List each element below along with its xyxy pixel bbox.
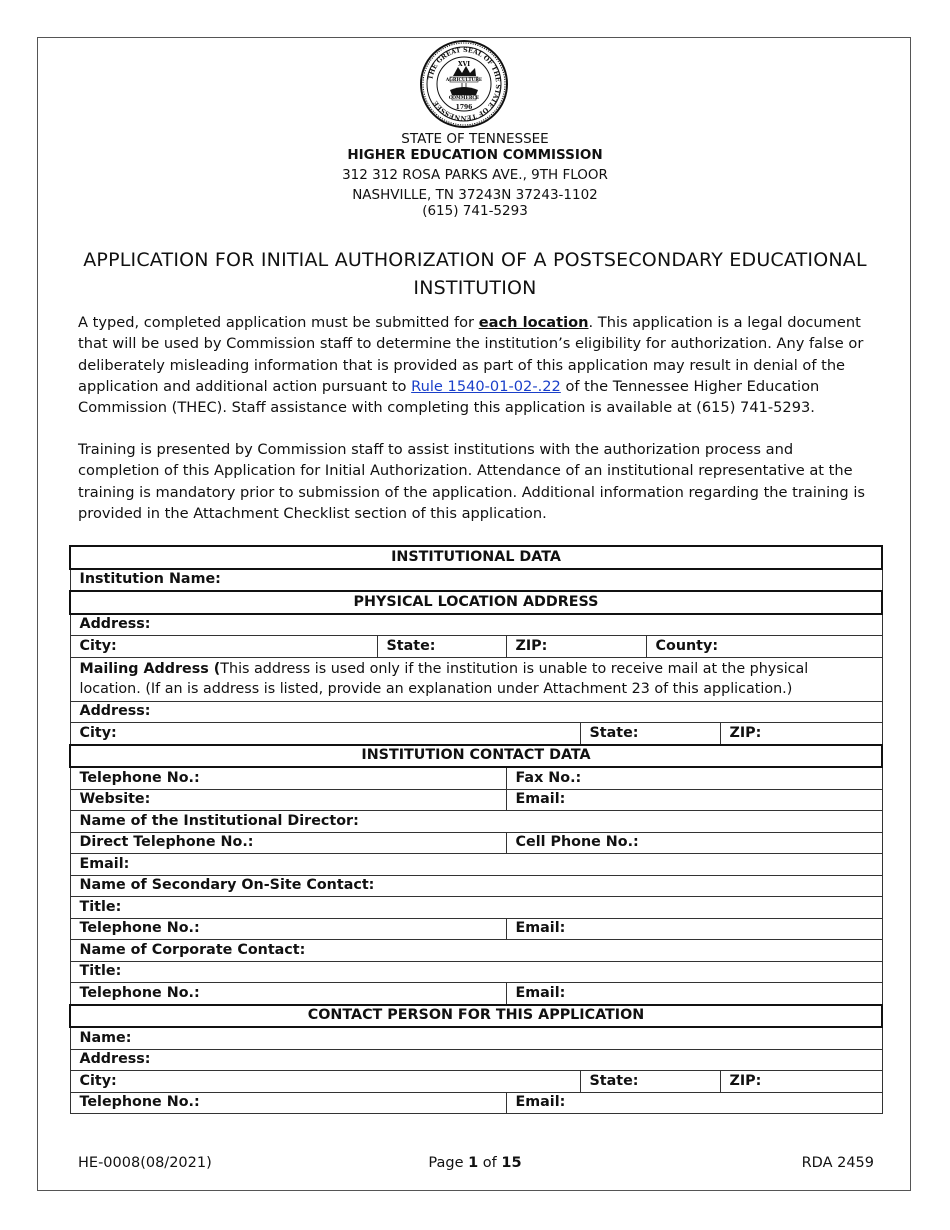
section-institution-contact: INSTITUTION CONTACT DATA	[70, 745, 882, 768]
secondary-contact-email-field[interactable]: Email:	[506, 918, 882, 940]
corporate-contact-email-field[interactable]: Email:	[506, 983, 882, 1005]
app-contact-city-field[interactable]: City:	[70, 1071, 580, 1093]
physical-state-field[interactable]: State:	[377, 636, 506, 658]
tennessee-state-seal	[418, 40, 510, 128]
corporate-contact-name-field[interactable]: Name of Corporate Contact:	[70, 940, 882, 962]
institution-fax-field[interactable]: Fax No.:	[506, 767, 882, 789]
app-contact-telephone-field[interactable]: Telephone No.:	[70, 1092, 506, 1114]
svg-text:1796: 1796	[455, 104, 473, 111]
header-phone: (615) 741-5293	[422, 203, 528, 219]
institution-telephone-field[interactable]: Telephone No.:	[70, 767, 506, 789]
page-title: APPLICATION FOR INITIAL AUTHORIZATION OF A POSTSECONDARY EDUCATIONAL INSTITUTION	[83, 249, 867, 299]
rda-code: RDA 2459	[801, 1155, 874, 1171]
svg-text:COMMERCE: COMMERCE	[448, 96, 480, 101]
application-form	[69, 545, 883, 1114]
mailing-address-field[interactable]: Address:	[70, 701, 882, 723]
header-address-line2: NASHVILLE, TN 37243N 37243-1102	[352, 187, 598, 203]
mailing-zip-field[interactable]: ZIP:	[720, 723, 882, 745]
physical-address-field[interactable]: Address:	[70, 614, 882, 636]
institution-name-field[interactable]: Institution Name:	[70, 569, 882, 592]
section-physical-location: PHYSICAL LOCATION ADDRESS	[70, 591, 882, 614]
svg-text:XVI: XVI	[457, 61, 471, 68]
secondary-contact-name-field[interactable]: Name of Secondary On-Site Contact:	[70, 875, 882, 897]
physical-county-field[interactable]: County:	[646, 636, 882, 658]
each-location-emphasis: each location	[478, 314, 589, 331]
intro-paragraph-1: A typed, completed application must be submitted for each location. This application is a legal document that will be used by Commission staff to determine the institution’s eligibility for authorization. Any false or deliberately misleading information that is provided as part of this application may result in denial of the application and additional action pursuant to Rule 1540-01-02-.22 of the Tennessee Higher Education Commission (THEC). Staff assistance with completing this application is available at (615) 741-5293.	[78, 314, 864, 417]
header-agency: HIGHER EDUCATION COMMISSION	[347, 147, 603, 163]
app-contact-address-field[interactable]: Address:	[70, 1049, 882, 1071]
app-contact-name-field[interactable]: Name:	[70, 1027, 882, 1049]
intro-paragraph-2: Training is presented by Commission staff to assist institutions with the authorization process and completion of this Application for Initial Authorization. Attendance of an institutional representative at the training is mandatory prior to submission of the application. Additional information regarding the training is provided in the Attachment Checklist section of this application.	[78, 441, 865, 522]
director-name-field[interactable]: Name of the Institutional Director:	[70, 811, 882, 833]
section-application-contact: CONTACT PERSON FOR THIS APPLICATION	[70, 1005, 882, 1028]
app-contact-state-field[interactable]: State:	[580, 1071, 720, 1093]
header-address-line1: 312 312 ROSA PARKS AVE., 9TH FLOOR	[342, 167, 608, 183]
secondary-contact-telephone-field[interactable]: Telephone No.:	[70, 918, 506, 940]
svg-text:THE GREAT SEAL OF THE STATE OF: THE GREAT SEAL OF THE STATE OF TENNESSEE	[426, 45, 503, 123]
header-state: STATE OF TENNESSEE	[401, 131, 549, 147]
secondary-contact-title-field[interactable]: Title:	[70, 897, 882, 919]
mailing-state-field[interactable]: State:	[580, 723, 720, 745]
page-number: Page 1 of 15	[428, 1155, 522, 1171]
app-contact-email-field[interactable]: Email:	[506, 1092, 882, 1114]
svg-text:AGRICULTURE: AGRICULTURE	[445, 78, 483, 84]
director-cell-field[interactable]: Cell Phone No.:	[506, 832, 882, 854]
rule-link[interactable]: Rule 1540-01-02-.22	[411, 377, 561, 395]
corporate-contact-title-field[interactable]: Title:	[70, 961, 882, 983]
institution-email-field[interactable]: Email:	[506, 789, 882, 811]
mailing-address-note: Mailing Address (This address is used only if the institution is unable to receive mail at the physical location. (If an is address is listed, provide an explanation under Attachment 23 of this application.)	[70, 657, 882, 701]
physical-zip-field[interactable]: ZIP:	[506, 636, 646, 658]
physical-city-field[interactable]: City:	[70, 636, 377, 658]
form-code: HE-0008(08/2021)	[78, 1155, 212, 1171]
mailing-city-field[interactable]: City:	[70, 723, 580, 745]
app-contact-zip-field[interactable]: ZIP:	[720, 1071, 882, 1093]
section-institutional-data: INSTITUTIONAL DATA	[70, 546, 882, 569]
director-email-field[interactable]: Email:	[70, 854, 882, 876]
institution-website-field[interactable]: Website:	[70, 789, 506, 811]
director-telephone-field[interactable]: Direct Telephone No.:	[70, 832, 506, 854]
corporate-contact-telephone-field[interactable]: Telephone No.:	[70, 983, 506, 1005]
